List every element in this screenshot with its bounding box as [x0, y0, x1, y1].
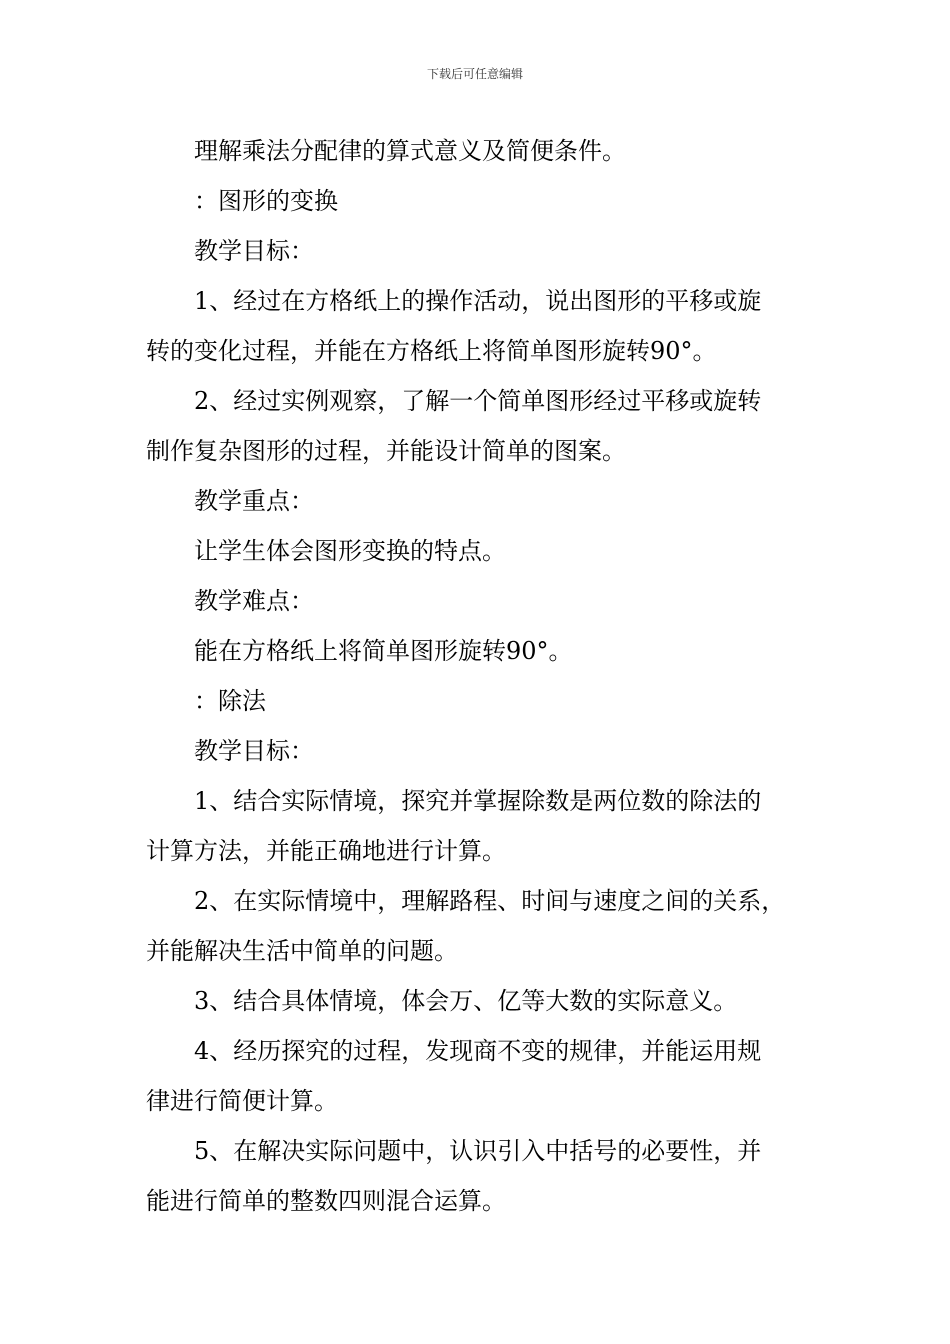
paragraph-line: 制作复杂图形的过程，并能设计简单的图案。 — [146, 437, 626, 465]
heading-teaching-difficulty: 教学难点： — [194, 587, 314, 615]
heading-teaching-goals: 教学目标： — [194, 237, 314, 265]
paragraph-line: 让学生体会图形变换的特点。 — [194, 537, 506, 565]
paragraph-line: 理解乘法分配律的算式意义及简便条件。 — [194, 137, 626, 165]
paragraph-line: 律进行简便计算。 — [146, 1087, 338, 1115]
paragraph-line: 并能解决生活中简单的问题。 — [146, 937, 458, 965]
paragraph-line: 能进行简单的整数四则混合运算。 — [146, 1187, 506, 1215]
document-body — [146, 126, 808, 1226]
paragraph-line: 2、在实际情境中，理解路程、时间与速度之间的关系， — [194, 887, 786, 915]
page-header: 下载后可任意编辑 — [426, 67, 523, 81]
paragraph-line: 4、经历探究的过程，发现商不变的规律，并能运用规 — [194, 1037, 762, 1065]
paragraph-line: 能在方格纸上将简单图形旋转90°。 — [194, 637, 573, 665]
section-title-division: ：除法 — [194, 687, 266, 715]
section-title-transform: ：图形的变换 — [194, 187, 338, 215]
paragraph-line: 1、经过在方格纸上的操作活动，说出图形的平移或旋 — [194, 287, 762, 315]
paragraph-line: 1、结合实际情境，探究并掌握除数是两位数的除法的 — [194, 787, 762, 815]
heading-teaching-goals: 教学目标： — [194, 737, 314, 765]
paragraph-line: 5、在解决实际问题中，认识引入中括号的必要性，并 — [194, 1137, 762, 1165]
paragraph-line: 计算方法，并能正确地进行计算。 — [146, 837, 506, 865]
paragraph-line: 3、结合具体情境，体会万、亿等大数的实际意义。 — [194, 987, 738, 1015]
heading-teaching-focus: 教学重点： — [194, 487, 314, 515]
paragraph-line: 2、经过实例观察，了解一个简单图形经过平移或旋转 — [194, 387, 762, 415]
paragraph-line: 转的变化过程，并能在方格纸上将简单图形旋转90°。 — [146, 337, 717, 365]
